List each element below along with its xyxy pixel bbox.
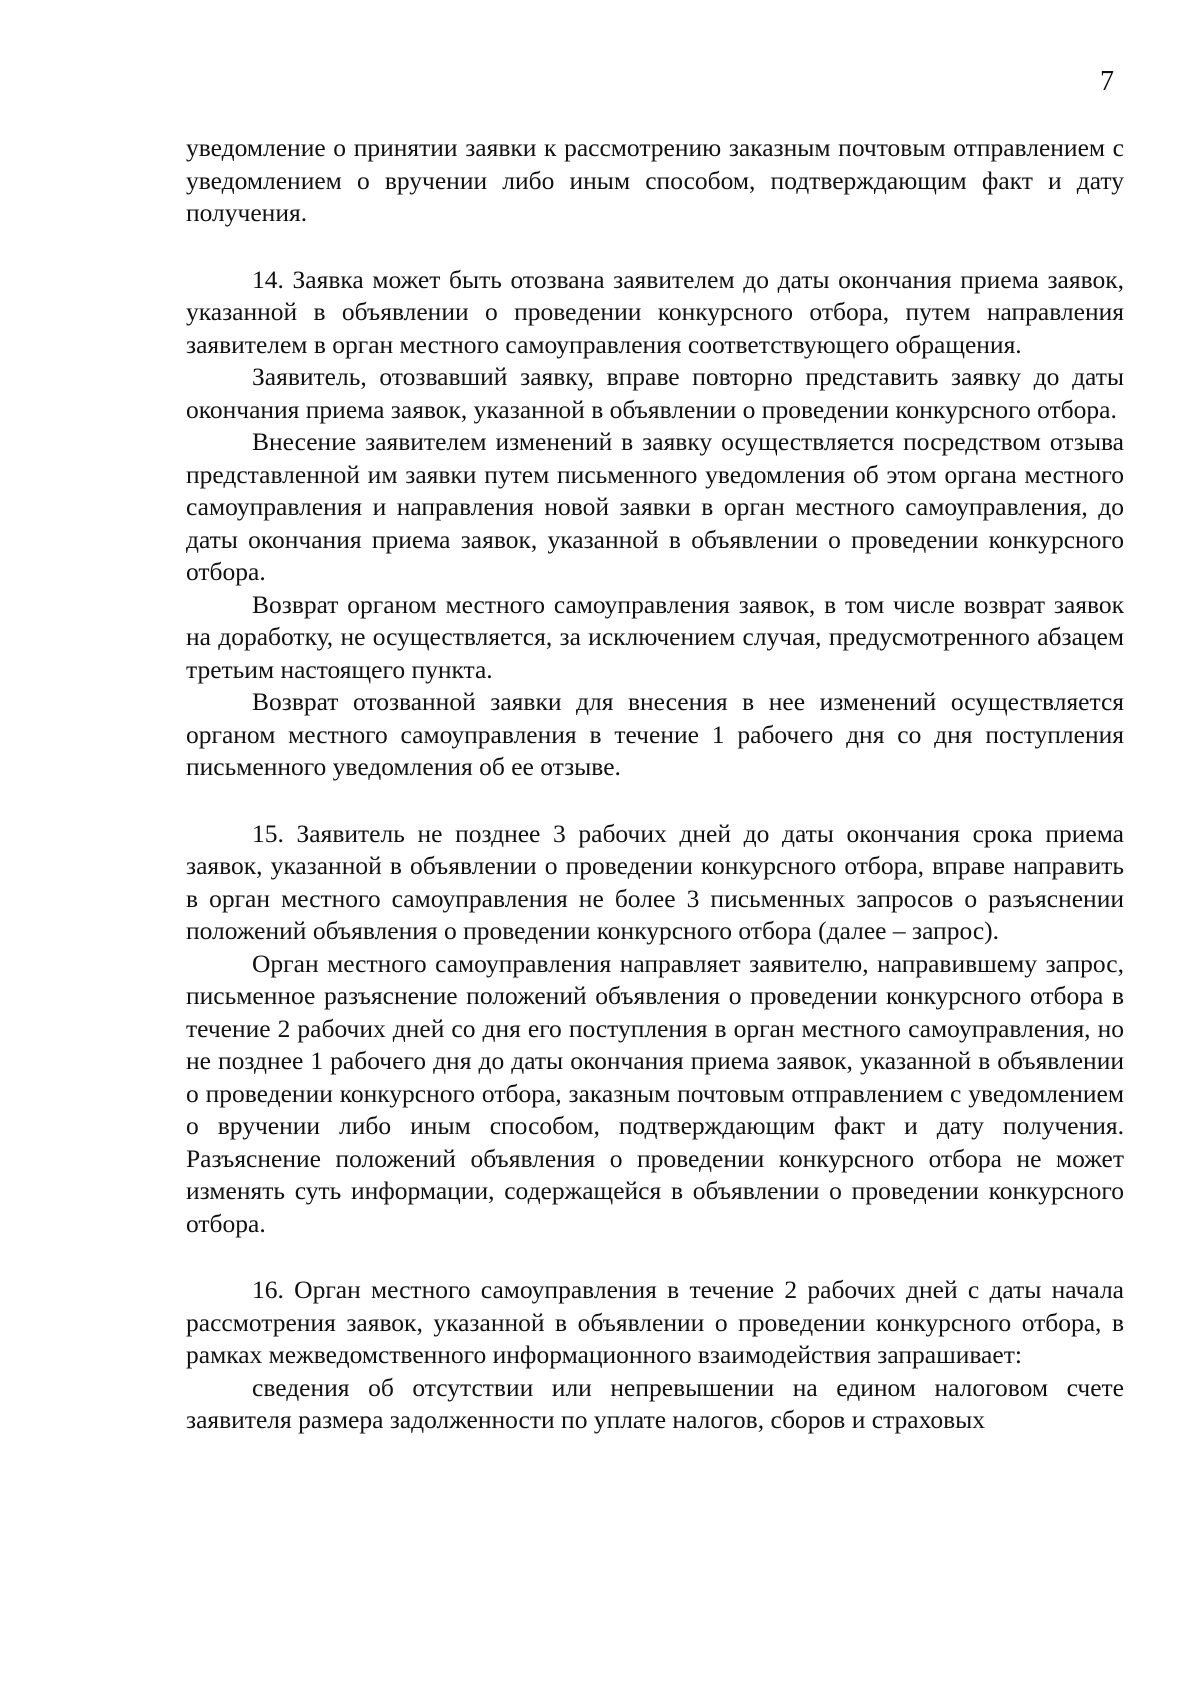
paragraph-item-16: 16. Орган местного самоуправления в течение 2 рабочих дней с даты начала рассмотрения заявок, указанной в объявлении о проведении конкурсного отбора, в рамках межведомственного информационного взаимодействия запрашивает: xyxy=(186,1275,1124,1369)
document-body xyxy=(186,132,1124,1437)
paragraph-item-15: 15. Заявитель не позднее 3 рабочих дней до даты окончания срока приема заявок, указанной в объявлении о проведении конкурсного отбора, вправе направить в орган местного самоуправления не более 3 письменных запросов о разъяснении положений объявления о проведении конкурсного отбора (далее – запрос). xyxy=(186,818,1124,945)
paragraph-no-return: Возврат органом местного самоуправления заявок, в том числе возврат заявок на доработку, не осуществляется, за исключением случая, предусмотренного абзацем третьим настоящего пункта. xyxy=(186,589,1124,684)
page-number: 7 xyxy=(1100,66,1114,97)
paragraph-item-14: 14. Заявка может быть отозвана заявителем до даты окончания приема заявок, указанной в объявлении о проведении конкурсного отбора, путем направления заявителем в орган местного самоуправления соответствующего обращения. xyxy=(186,264,1124,359)
paragraph-changes: Внесение заявителем изменений в заявку осуществляется посредством отзыва представленной им заявки путем письменного уведомления об этом органа местного самоуправления и направления новой заявки в орган местного самоуправления, до даты окончания приема заявок, указанной в объявлении о проведении конкурсного отбора. xyxy=(186,427,1124,586)
paragraph-return-withdrawn: Возврат отозванной заявки для внесения в нее изменений осуществляется органом местного самоуправления в течение 1 рабочего дня со дня поступления письменного уведомления об ее отзыве. xyxy=(186,687,1124,781)
paragraph-tax-info: сведения об отсутствии или непревышении на едином налоговом счете заявителя размера задолженности по уплате налогов, сборов и страховых xyxy=(186,1372,1124,1434)
paragraph-clarification: Орган местного самоуправления направляет заявителю, направившему запрос, письменное разъяснение положений объявления о проведении конкурсного отбора в течение 2 рабочих дней со дня его поступления в орган местного самоуправления, но не позднее 1 рабочего дня до даты окончания приема заявок, указанной в объявлении о проведении конкурсного отбора, заказным почтовым отправлением с уведомлением о вручении либо иным способом, подтверждающим факт и дату получения. Разъяснение положений объявления о проведении конкурсного отбора не может изменять суть информации, содержащейся в объявлении о проведении конкурсного отбора. xyxy=(186,948,1124,1238)
paragraph-continuation: уведомление о принятии заявки к рассмотрению заказным почтовым отправлением с уведомлением о вручении либо иным способом, подтверждающим факт и дату получения. xyxy=(186,133,1124,227)
paragraph-withdrawal-resubmit: Заявитель, отозвавший заявку, вправе повторно представить заявку до даты окончания приема заявок, указанной в объявлении о проведении конкурсного отбора. xyxy=(186,362,1124,424)
